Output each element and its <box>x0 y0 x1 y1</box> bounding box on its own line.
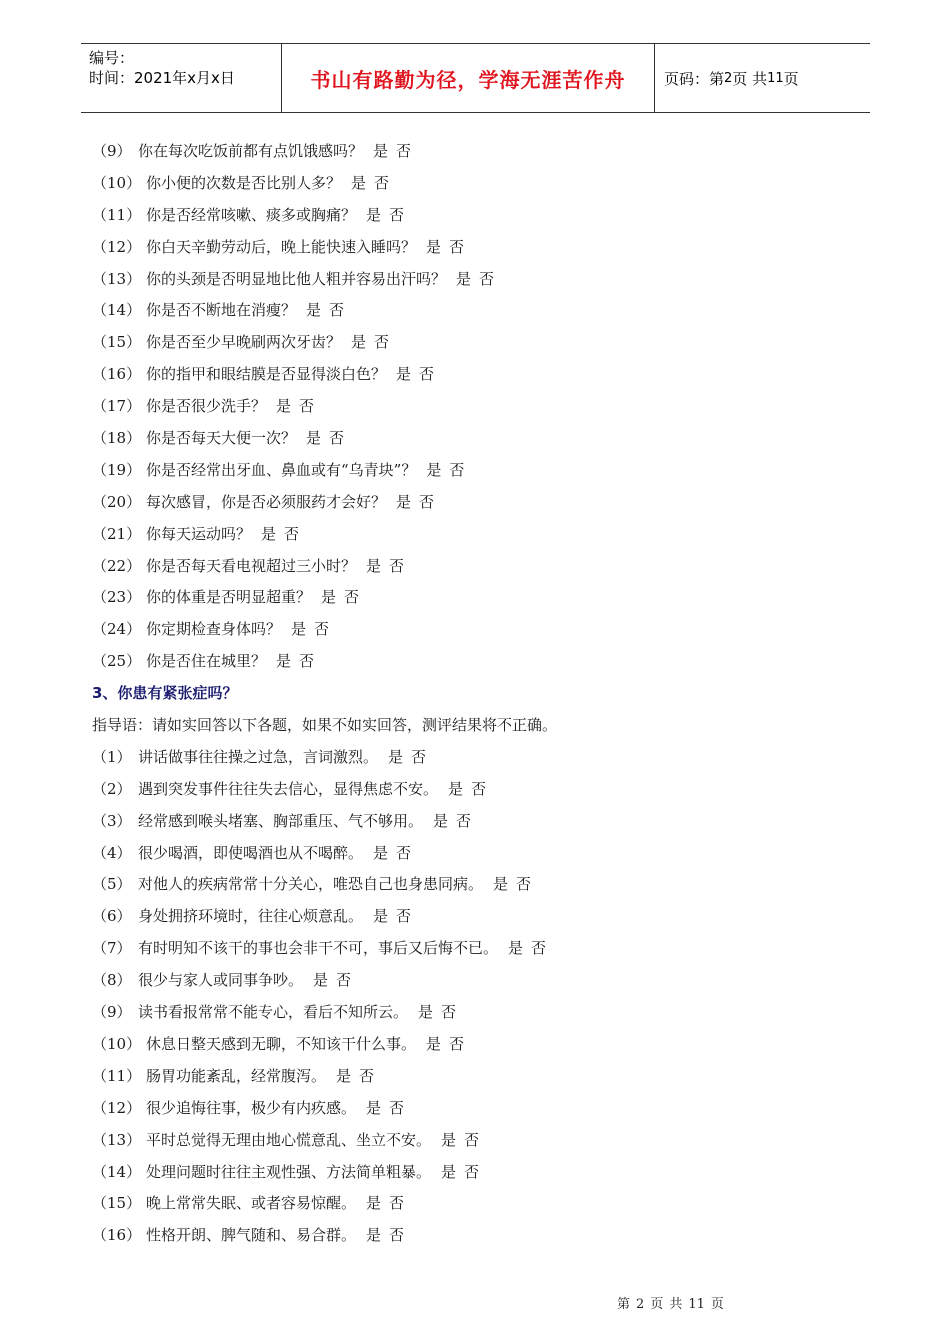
question-text: 你是否很少洗手？ <box>146 397 267 416</box>
question-number: （3） <box>92 811 132 830</box>
question-item <box>92 997 892 1029</box>
answer-yes[interactable]: 是 <box>291 620 307 639</box>
answer-no[interactable]: 否 <box>479 269 495 288</box>
question-number: （4） <box>92 843 132 862</box>
question-number: （7） <box>92 939 132 958</box>
question-item <box>92 327 892 359</box>
section2-list <box>92 136 892 678</box>
answer-yes[interactable]: 是 <box>366 1194 382 1213</box>
question-number: （21） <box>92 524 142 543</box>
question-number: （1） <box>92 747 132 766</box>
question-text: 你小便的次数是否比别人多？ <box>146 173 342 192</box>
answer-yes[interactable]: 是 <box>441 1130 457 1149</box>
answer-no[interactable]: 否 <box>531 939 547 958</box>
question-text: 很少与家人或同事争吵。 <box>138 971 304 990</box>
question-item <box>92 838 892 870</box>
footer-mid1: 页 <box>650 1297 664 1312</box>
question-item <box>92 774 892 806</box>
answer-no[interactable]: 否 <box>419 492 435 511</box>
answer-yes[interactable]: 是 <box>396 492 412 511</box>
question-number: （9） <box>92 142 132 160</box>
answer-yes[interactable]: 是 <box>508 939 524 958</box>
answer-no[interactable]: 否 <box>396 843 412 862</box>
question-number: （16） <box>92 365 142 384</box>
question-item <box>92 391 892 423</box>
answer-yes[interactable]: 是 <box>313 971 329 990</box>
answer-no[interactable]: 否 <box>449 1034 465 1053</box>
guide-text: 指导语：请如实回答以下各题，如果不如实回答，测评结果将不正确。 <box>92 716 558 735</box>
answer-yes[interactable]: 是 <box>493 875 509 894</box>
question-item <box>92 551 892 583</box>
section3-list <box>92 742 892 1252</box>
question-number: （25） <box>92 652 142 671</box>
answer-yes[interactable]: 是 <box>426 460 442 479</box>
answer-no[interactable]: 否 <box>471 779 487 798</box>
question-item <box>92 1029 892 1061</box>
question-item <box>92 455 892 487</box>
question-number: （22） <box>92 556 142 575</box>
question-text: 你定期检查身体吗？ <box>146 620 282 639</box>
answer-no[interactable]: 否 <box>396 142 412 160</box>
question-number: （17） <box>92 397 142 416</box>
question-item <box>92 200 892 232</box>
question-text: 晚上常常失眠、或者容易惊醒。 <box>146 1194 357 1213</box>
time-label: 时间：2021年x月x日 <box>89 69 235 87</box>
question-text: 你是否每天看电视超过三小时？ <box>146 556 357 575</box>
question-number: （8） <box>92 971 132 990</box>
answer-no[interactable]: 否 <box>464 1162 480 1181</box>
question-text: 你的指甲和眼结膜是否显得淡白色？ <box>146 365 387 384</box>
answer-yes[interactable]: 是 <box>373 142 389 160</box>
answer-no[interactable]: 否 <box>389 556 405 575</box>
answer-no[interactable]: 否 <box>449 460 465 479</box>
answer-no[interactable]: 否 <box>411 747 427 766</box>
answer-yes[interactable]: 是 <box>433 811 449 830</box>
question-item <box>92 614 892 646</box>
answer-no[interactable]: 否 <box>374 173 390 192</box>
question-text: 性格开朗、脾气随和、易合群。 <box>146 1226 357 1245</box>
question-number: （9） <box>92 1003 132 1022</box>
answer-yes[interactable]: 是 <box>373 907 389 926</box>
question-item <box>92 965 892 997</box>
question-item <box>92 646 892 678</box>
question-text: 你的头颈是否明显地比他人粗并容易出汗吗？ <box>146 269 447 288</box>
answer-no[interactable]: 否 <box>516 875 532 894</box>
answer-yes[interactable]: 是 <box>456 269 472 288</box>
footer-page: 2 <box>636 1297 645 1312</box>
page-suffix: 页 <box>783 69 799 88</box>
question-item <box>92 519 892 551</box>
slogan: 书山有路勤为径，学海无涯苦作舟 <box>310 67 626 92</box>
answer-no[interactable]: 否 <box>344 588 360 607</box>
answer-no[interactable]: 否 <box>329 301 345 320</box>
answer-yes[interactable]: 是 <box>366 1226 382 1245</box>
answer-yes[interactable]: 是 <box>366 205 382 224</box>
answer-no[interactable]: 否 <box>396 907 412 926</box>
page-header <box>81 43 870 113</box>
answer-no[interactable]: 否 <box>336 971 352 990</box>
question-number: （14） <box>92 1162 142 1181</box>
question-text: 身处拥挤环境时，往往心烦意乱。 <box>138 907 364 926</box>
question-item <box>92 1157 892 1189</box>
question-item <box>92 1125 892 1157</box>
answer-yes[interactable]: 是 <box>351 173 367 192</box>
page-mid: 页 共 <box>732 69 768 88</box>
page-prefix: 页码：第 <box>664 69 725 88</box>
question-item <box>92 1220 892 1252</box>
answer-no[interactable]: 否 <box>359 1066 375 1085</box>
answer-no[interactable]: 否 <box>329 429 345 448</box>
answer-yes[interactable]: 是 <box>441 1162 457 1181</box>
question-text: 你的体重是否明显超重？ <box>146 588 312 607</box>
footer-suffix: 页 <box>710 1297 724 1312</box>
question-item <box>92 232 892 264</box>
question-number: （16） <box>92 1226 142 1245</box>
question-item <box>92 1188 892 1220</box>
question-number: （14） <box>92 301 142 320</box>
question-text: 遇到突发事件往往失去信心，显得焦虑不安。 <box>138 779 439 798</box>
answer-yes[interactable]: 是 <box>306 429 322 448</box>
answer-no[interactable]: 否 <box>389 1098 405 1117</box>
question-number: （24） <box>92 620 142 639</box>
question-number: （2） <box>92 779 132 798</box>
question-number: （10） <box>92 173 142 192</box>
footer-total: 11 <box>688 1297 705 1312</box>
section-title: 3、你患有紧张症吗？ <box>92 684 238 703</box>
question-text: 平时总觉得无理由地心慌意乱、坐立不安。 <box>146 1130 432 1149</box>
question-number: （13） <box>92 269 142 288</box>
question-text: 肠胃功能紊乱，经常腹泻。 <box>146 1066 327 1085</box>
answer-yes[interactable]: 是 <box>276 652 292 671</box>
question-item <box>92 933 892 965</box>
document-body <box>92 136 892 1252</box>
question-text: 很少追悔往事，极少有内疚感。 <box>146 1098 357 1117</box>
answer-yes[interactable]: 是 <box>276 397 292 416</box>
answer-yes[interactable]: 是 <box>373 843 389 862</box>
question-number: （12） <box>92 237 142 256</box>
question-number: （13） <box>92 1130 142 1149</box>
question-item <box>92 869 892 901</box>
answer-yes[interactable]: 是 <box>306 301 322 320</box>
header-slogan-cell <box>282 44 655 112</box>
answer-yes[interactable]: 是 <box>366 1098 382 1117</box>
answer-no[interactable]: 否 <box>441 1003 457 1022</box>
answer-yes[interactable]: 是 <box>321 588 337 607</box>
answer-no[interactable]: 否 <box>314 620 330 639</box>
question-text: 你是否经常咳嗽、痰多或胸痛？ <box>146 205 357 224</box>
question-number: （20） <box>92 492 142 511</box>
answer-no[interactable]: 否 <box>284 524 300 543</box>
question-text: 你白天辛勤劳动后，晚上能快速入睡吗？ <box>146 237 417 256</box>
question-item <box>92 1061 892 1093</box>
page-footer <box>617 1293 730 1312</box>
answer-no[interactable]: 否 <box>449 237 465 256</box>
question-item <box>92 582 892 614</box>
answer-yes[interactable]: 是 <box>426 237 442 256</box>
question-text: 对他人的疾病常常十分关心，唯恐自己也身患同病。 <box>138 875 484 894</box>
question-text: 你是否经常出牙血、鼻血或有“乌青块”？ <box>146 460 417 479</box>
answer-no[interactable]: 否 <box>389 1226 405 1245</box>
page-number: 2 <box>724 70 733 86</box>
question-number: （11） <box>92 1066 142 1085</box>
question-item <box>92 423 892 455</box>
question-number: （11） <box>92 205 142 224</box>
question-number: （15） <box>92 1194 142 1213</box>
question-text: 读书看报常常不能专心，看后不知所云。 <box>138 1003 409 1022</box>
question-number: （6） <box>92 907 132 926</box>
question-number: （5） <box>92 875 132 894</box>
footer-prefix: 第 <box>617 1297 631 1312</box>
answer-no[interactable]: 否 <box>464 1130 480 1149</box>
answer-yes[interactable]: 是 <box>336 1066 352 1085</box>
question-text: 很少喝酒，即使喝酒也从不喝醉。 <box>138 843 364 862</box>
question-text: 你是否每天大便一次？ <box>146 429 297 448</box>
question-number: （12） <box>92 1098 142 1117</box>
question-item <box>92 1093 892 1125</box>
header-page-info <box>655 44 870 112</box>
question-item <box>92 264 892 296</box>
question-text: 每次感冒，你是否必须服药才会好？ <box>146 492 387 511</box>
answer-no[interactable]: 否 <box>419 365 435 384</box>
question-text: 你是否至少早晚刷两次牙齿？ <box>146 333 342 352</box>
question-item <box>92 806 892 838</box>
answer-no[interactable]: 否 <box>299 652 315 671</box>
question-number: （15） <box>92 333 142 352</box>
question-item <box>92 359 892 391</box>
page-total: 11 <box>767 70 784 86</box>
answer-no[interactable]: 否 <box>299 397 315 416</box>
header-meta <box>81 44 282 112</box>
answer-yes[interactable]: 是 <box>366 556 382 575</box>
answer-no[interactable]: 否 <box>456 811 472 830</box>
question-item <box>92 168 892 200</box>
answer-no[interactable]: 否 <box>389 1194 405 1213</box>
question-item <box>92 742 892 774</box>
answer-no[interactable]: 否 <box>389 205 405 224</box>
question-text: 处理问题时往往主观性强、方法简单粗暴。 <box>146 1162 432 1181</box>
question-item <box>92 901 892 933</box>
question-text: 你是否不断地在消瘦？ <box>146 301 297 320</box>
question-text: 讲话做事往往操之过急，言词激烈。 <box>138 747 379 766</box>
answer-yes[interactable]: 是 <box>448 779 464 798</box>
number-label: 编号： <box>89 49 135 67</box>
question-number: （23） <box>92 588 142 607</box>
question-text: 你在每次吃饭前都有点饥饿感吗？ <box>138 142 364 160</box>
question-item <box>92 487 892 519</box>
answer-yes[interactable]: 是 <box>351 333 367 352</box>
question-number: （10） <box>92 1034 142 1053</box>
question-item <box>92 295 892 327</box>
question-item <box>92 136 892 168</box>
answer-yes[interactable]: 是 <box>261 524 277 543</box>
question-text: 经常感到喉头堵塞、胸部重压、气不够用。 <box>138 811 424 830</box>
answer-yes[interactable]: 是 <box>396 365 412 384</box>
footer-mid2: 共 <box>669 1297 683 1312</box>
answer-yes[interactable]: 是 <box>418 1003 434 1022</box>
question-text: 有时明知不该干的事也会非干不可，事后又后悔不已。 <box>138 939 499 958</box>
answer-yes[interactable]: 是 <box>426 1034 442 1053</box>
question-text: 你每天运动吗？ <box>146 524 252 543</box>
answer-no[interactable]: 否 <box>374 333 390 352</box>
answer-yes[interactable]: 是 <box>388 747 404 766</box>
question-text: 休息日整天感到无聊，不知该干什么事。 <box>146 1034 417 1053</box>
question-number: （18） <box>92 429 142 448</box>
question-text: 你是否住在城里？ <box>146 652 267 671</box>
question-number: （19） <box>92 460 142 479</box>
